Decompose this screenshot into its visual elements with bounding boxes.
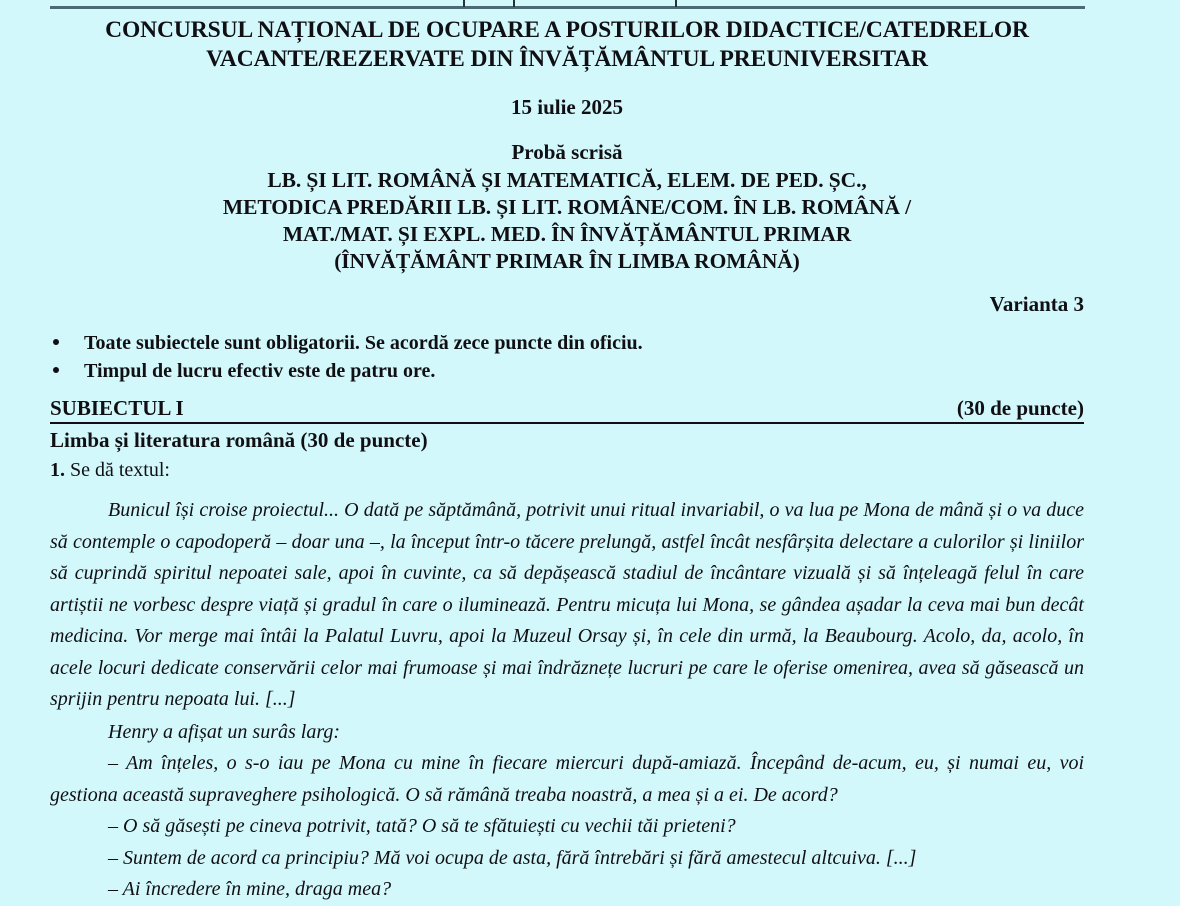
header-horizontal-rule xyxy=(50,6,1085,9)
exam-date: 15 iulie 2025 xyxy=(510,95,623,119)
page-header-band xyxy=(0,0,1180,12)
instruction-text: Timpul de lucru efectiv este de patru ore. xyxy=(84,360,436,382)
exam-subject xyxy=(50,167,1084,275)
instructions-list xyxy=(50,329,1084,385)
exam-subject-line-4: (ÎNVĂȚĂMÂNT PRIMAR ÎN LIMBA ROMÂNĂ) xyxy=(334,249,800,273)
exam-subject-line-1: LB. ȘI LIT. ROMÂNĂ ȘI MATEMATICĂ, ELEM. DE PED. ȘC., xyxy=(267,168,867,192)
bullet-dot-icon xyxy=(53,367,59,373)
document-content xyxy=(50,12,1084,906)
question-number: 1. xyxy=(50,459,65,481)
dialogue-line: – Am înțeles, o s-o iau pe Mona cu mine în fiecare miercuri după-amiază. Începând de-acum, eu, și numai eu, voi gestiona această supraveghere psihologică. O să rămână treaba noastră, a mea și a ei. De acord? xyxy=(50,752,1084,806)
header-tick-mark xyxy=(463,0,465,7)
section-heading: Limba și literatura română (30 de puncte) xyxy=(50,428,428,452)
exam-type: Probă scrisă xyxy=(511,140,623,164)
dialogue-line: – Ai încredere în mine, draga mea? xyxy=(108,878,392,900)
exam-title-line-2: VACANTE/REZERVATE DIN ÎNVĂȚĂMÂNTUL PREUNIVERSITAR xyxy=(206,46,928,72)
exam-subject-line-3: MAT./MAT. ȘI EXPL. MED. ÎN ÎNVĂȚĂMÂNTUL PRIMAR xyxy=(282,222,852,246)
header-tick-mark xyxy=(513,0,515,7)
header-tick-mark xyxy=(675,0,677,7)
question-item xyxy=(50,456,1084,484)
instruction-text: Toate subiectele sunt obligatorii. Se acordă zece puncte din oficiu. xyxy=(84,332,643,354)
dialogue-intro: Henry a afișat un surâs larg: xyxy=(108,720,341,743)
bullet-dot-icon xyxy=(53,339,59,345)
subject-header-row xyxy=(50,396,1084,424)
question-text: Se dă textul: xyxy=(70,459,170,481)
exam-title xyxy=(50,12,1084,74)
subject-label: SUBIECTUL I xyxy=(50,396,184,420)
subject-points: (30 de puncte) xyxy=(956,396,1084,420)
literary-passage: Bunicul își croise proiectul... O dată pe săptămână, potrivit unui ritual invariabil, o va lua pe Mona de mână și o va duce să contemple o capodoperă – doar una –, la început într-o tăcere prelungă, astfel încât nesfârșita delectare a culorilor și liniilor să cuprindă spiritul nepoatei sale, apoi în cuvinte, ca să depășească stadiul de încântare vizuală și să înțeleagă felul în care artiștii ne vorbesc despre viață și gradul în care o iluminează. Pentru micuța lui Mona, se gândea așadar la ceva mai bun decât medicina. Vor merge mai întâi la Palatul Luvru, apoi la Muzeul Orsay și, în cele din urmă, la Beaubourg. Acolo, da, acolo, în acele locuri dedicate conservării celor mai frumoase și mai îndrăznețe lucruri pe care le oferise omenirea, avea să găsească un sprijin pentru nepoata lui. [...] xyxy=(50,499,1084,710)
variant-label: Varianta 3 xyxy=(989,292,1084,316)
instruction-item xyxy=(50,357,1084,385)
instruction-item xyxy=(50,329,1084,357)
exam-subject-line-2: METODICA PREDĂRII LB. ȘI LIT. ROMÂNE/COM. ÎN LB. ROMÂNĂ / xyxy=(222,195,912,219)
dialogue-line: – O să găsești pe cineva potrivit, tată? O să te sfătuiești cu vechii tăi prieteni? xyxy=(108,815,736,837)
dialogue-line: – Suntem de acord ca principiu? Mă voi ocupa de asta, fără întrebări și fără amestecul altcuiva. [...] xyxy=(108,846,917,869)
exam-title-line-1: CONCURSUL NAȚIONAL DE OCUPARE A POSTURILOR DIDACTICE/CATEDRELOR xyxy=(105,17,1029,43)
